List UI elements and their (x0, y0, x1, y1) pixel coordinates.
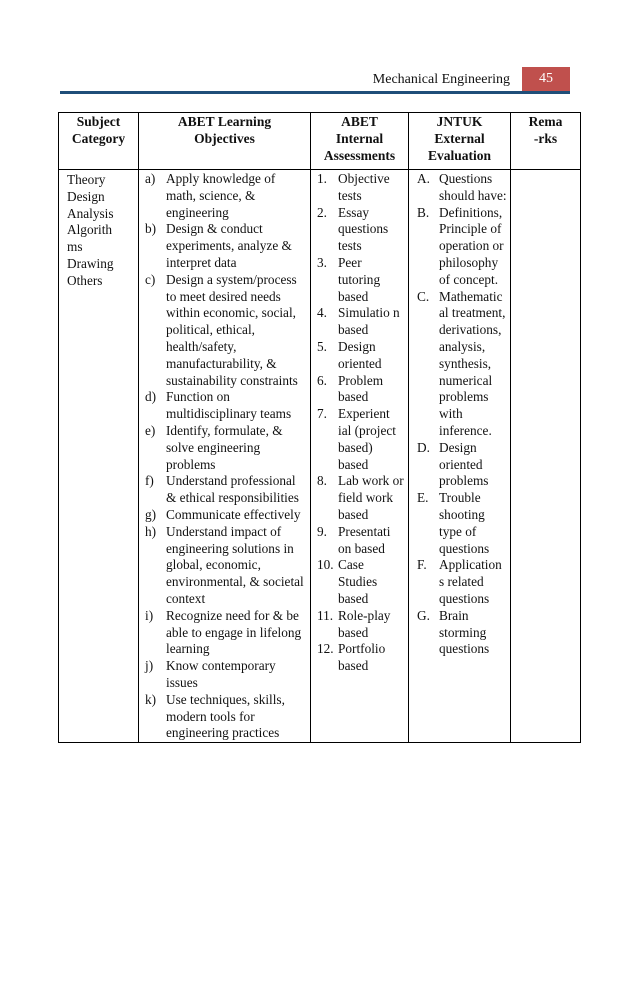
subject-category-cell (59, 170, 139, 743)
list-item: 5. Design oriented (317, 338, 382, 371)
list-item: D. Design oriented problems (417, 439, 489, 489)
list-item: Theory (67, 172, 106, 187)
list-item: F. Application s related questions (417, 557, 502, 606)
list-item: G. Brain storming questions (417, 607, 490, 657)
header-abet-internal: ABET Internal Assessments (311, 113, 409, 170)
list-item: h) Understand impact of engineering solutions in global, economic, environmental, & societal context (145, 523, 304, 606)
header-rule (60, 91, 570, 94)
list-item: a) Apply knowledge of math, science, & engineering (145, 171, 276, 220)
table-row (59, 170, 581, 743)
header-subject-category: Subject Category (59, 113, 139, 170)
header-abet-objectives: ABET Learning Objectives (139, 113, 311, 170)
list-item: ms (67, 239, 83, 255)
list-item: 10. Case Studies based (317, 557, 378, 606)
header-remarks: Rema -rks (511, 113, 581, 170)
list-item: 9. Presentati on based (317, 523, 391, 556)
list-item: A. Questions should have: (417, 171, 507, 203)
header-jntuk-external: JNTUK External Evaluation (409, 113, 511, 170)
list-item: k) Use techniques, skills, modern tools for engineering practices (145, 691, 285, 741)
page-number: 45 (522, 67, 570, 92)
header-title: Mechanical Engineering (372, 72, 510, 87)
remarks-cell (511, 170, 581, 743)
list-item: Design (67, 188, 105, 204)
list-item: Algorith (67, 222, 113, 238)
list-item: 2. Essay questions tests (317, 204, 389, 254)
list-item: c) Design a system/process to meet desired needs within economic, social, political, ethical, health/safety, manufacturability, & sustainability constraints (145, 271, 298, 388)
objectives-cell (139, 170, 311, 743)
list-item: d) Function on multidisciplinary teams (145, 389, 292, 422)
internal-assessments-cell (311, 170, 409, 743)
list-item: E. Trouble shooting type of questions (417, 490, 490, 556)
list-item: 3. Peer tutoring based (317, 254, 381, 304)
list-item: f) Understand professional & ethical responsibilities (145, 473, 299, 506)
list-item: Analysis (67, 205, 114, 221)
table-header-row (59, 113, 581, 170)
list-item: b) Design & conduct experiments, analyze & interpret data (145, 221, 292, 270)
list-item: 12. Portfolio based (317, 641, 386, 674)
list-item: B. Definitions, Principle of operation or philosophy of concept. (417, 204, 504, 287)
list-item: Drawing (67, 255, 114, 271)
list-item: e) Identify, formulate, & solve engineering problems (145, 422, 283, 472)
list-item: j) Know contemporary issues (145, 658, 276, 690)
list-item: 8. Lab work or field work based (317, 473, 404, 522)
list-item: 4. Simulatio n based (317, 305, 400, 338)
objectives-table (58, 112, 581, 743)
list-item: Others (67, 272, 103, 288)
list-item: 11. Role-play based (317, 607, 391, 640)
list-item: C. Mathematic al treatment, derivations, analysis, synthesis, numerical problems with inference. (417, 288, 506, 438)
list-item: 7. Experient ial (project based) based (317, 406, 396, 472)
list-item: 1. Objective tests (317, 171, 390, 203)
page-header (60, 67, 570, 94)
external-evaluation-cell (409, 170, 511, 743)
list-item: 6. Problem based (317, 372, 384, 405)
list-item: g) Communicate effectively (145, 506, 301, 522)
list-item: i) Recognize need for & be able to engage in lifelong learning (145, 607, 302, 657)
